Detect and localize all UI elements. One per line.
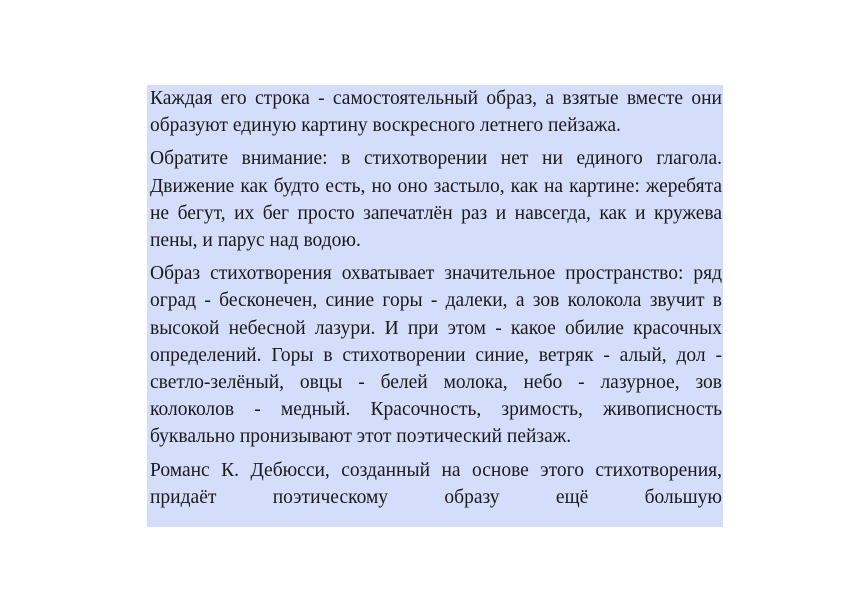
paragraph-3: Образ стихотворения охватывает значительное пространство: ряд оград - бесконечен, синие горы - далеки, а зов колокола звучит в высокой небесной лазури. И при этом - какое обилие красочных определений. Горы в стихотворении синие, ветряк - алый, дол - светло-зелёный, овцы - белей молока, небо - лазурное, зов колоколов - медный. Красочность, зримость, живописность буквально пронизывают этот поэтический пейзаж. bbox=[150, 263, 722, 448]
text-box bbox=[147, 85, 723, 527]
paragraph-4: Романс К. Дебюсси, созданный на основе этого стихотворения, придаёт поэтическому образу ещё большую bbox=[150, 459, 722, 508]
paragraph-1: Каждая его строка - самостоятельный образ, а взятые вместе они образуют единую картину воскресного летнего пейзажа. bbox=[150, 88, 722, 137]
paragraph-2: Обратите внимание: в стихотворении нет ни единого глагола. Движение как будто есть, но оно застыло, как на картине: жеребята не бегут, их бег просто запечатлён раз и навсегда, как и кружева пены, и парус над водою. bbox=[150, 148, 722, 252]
